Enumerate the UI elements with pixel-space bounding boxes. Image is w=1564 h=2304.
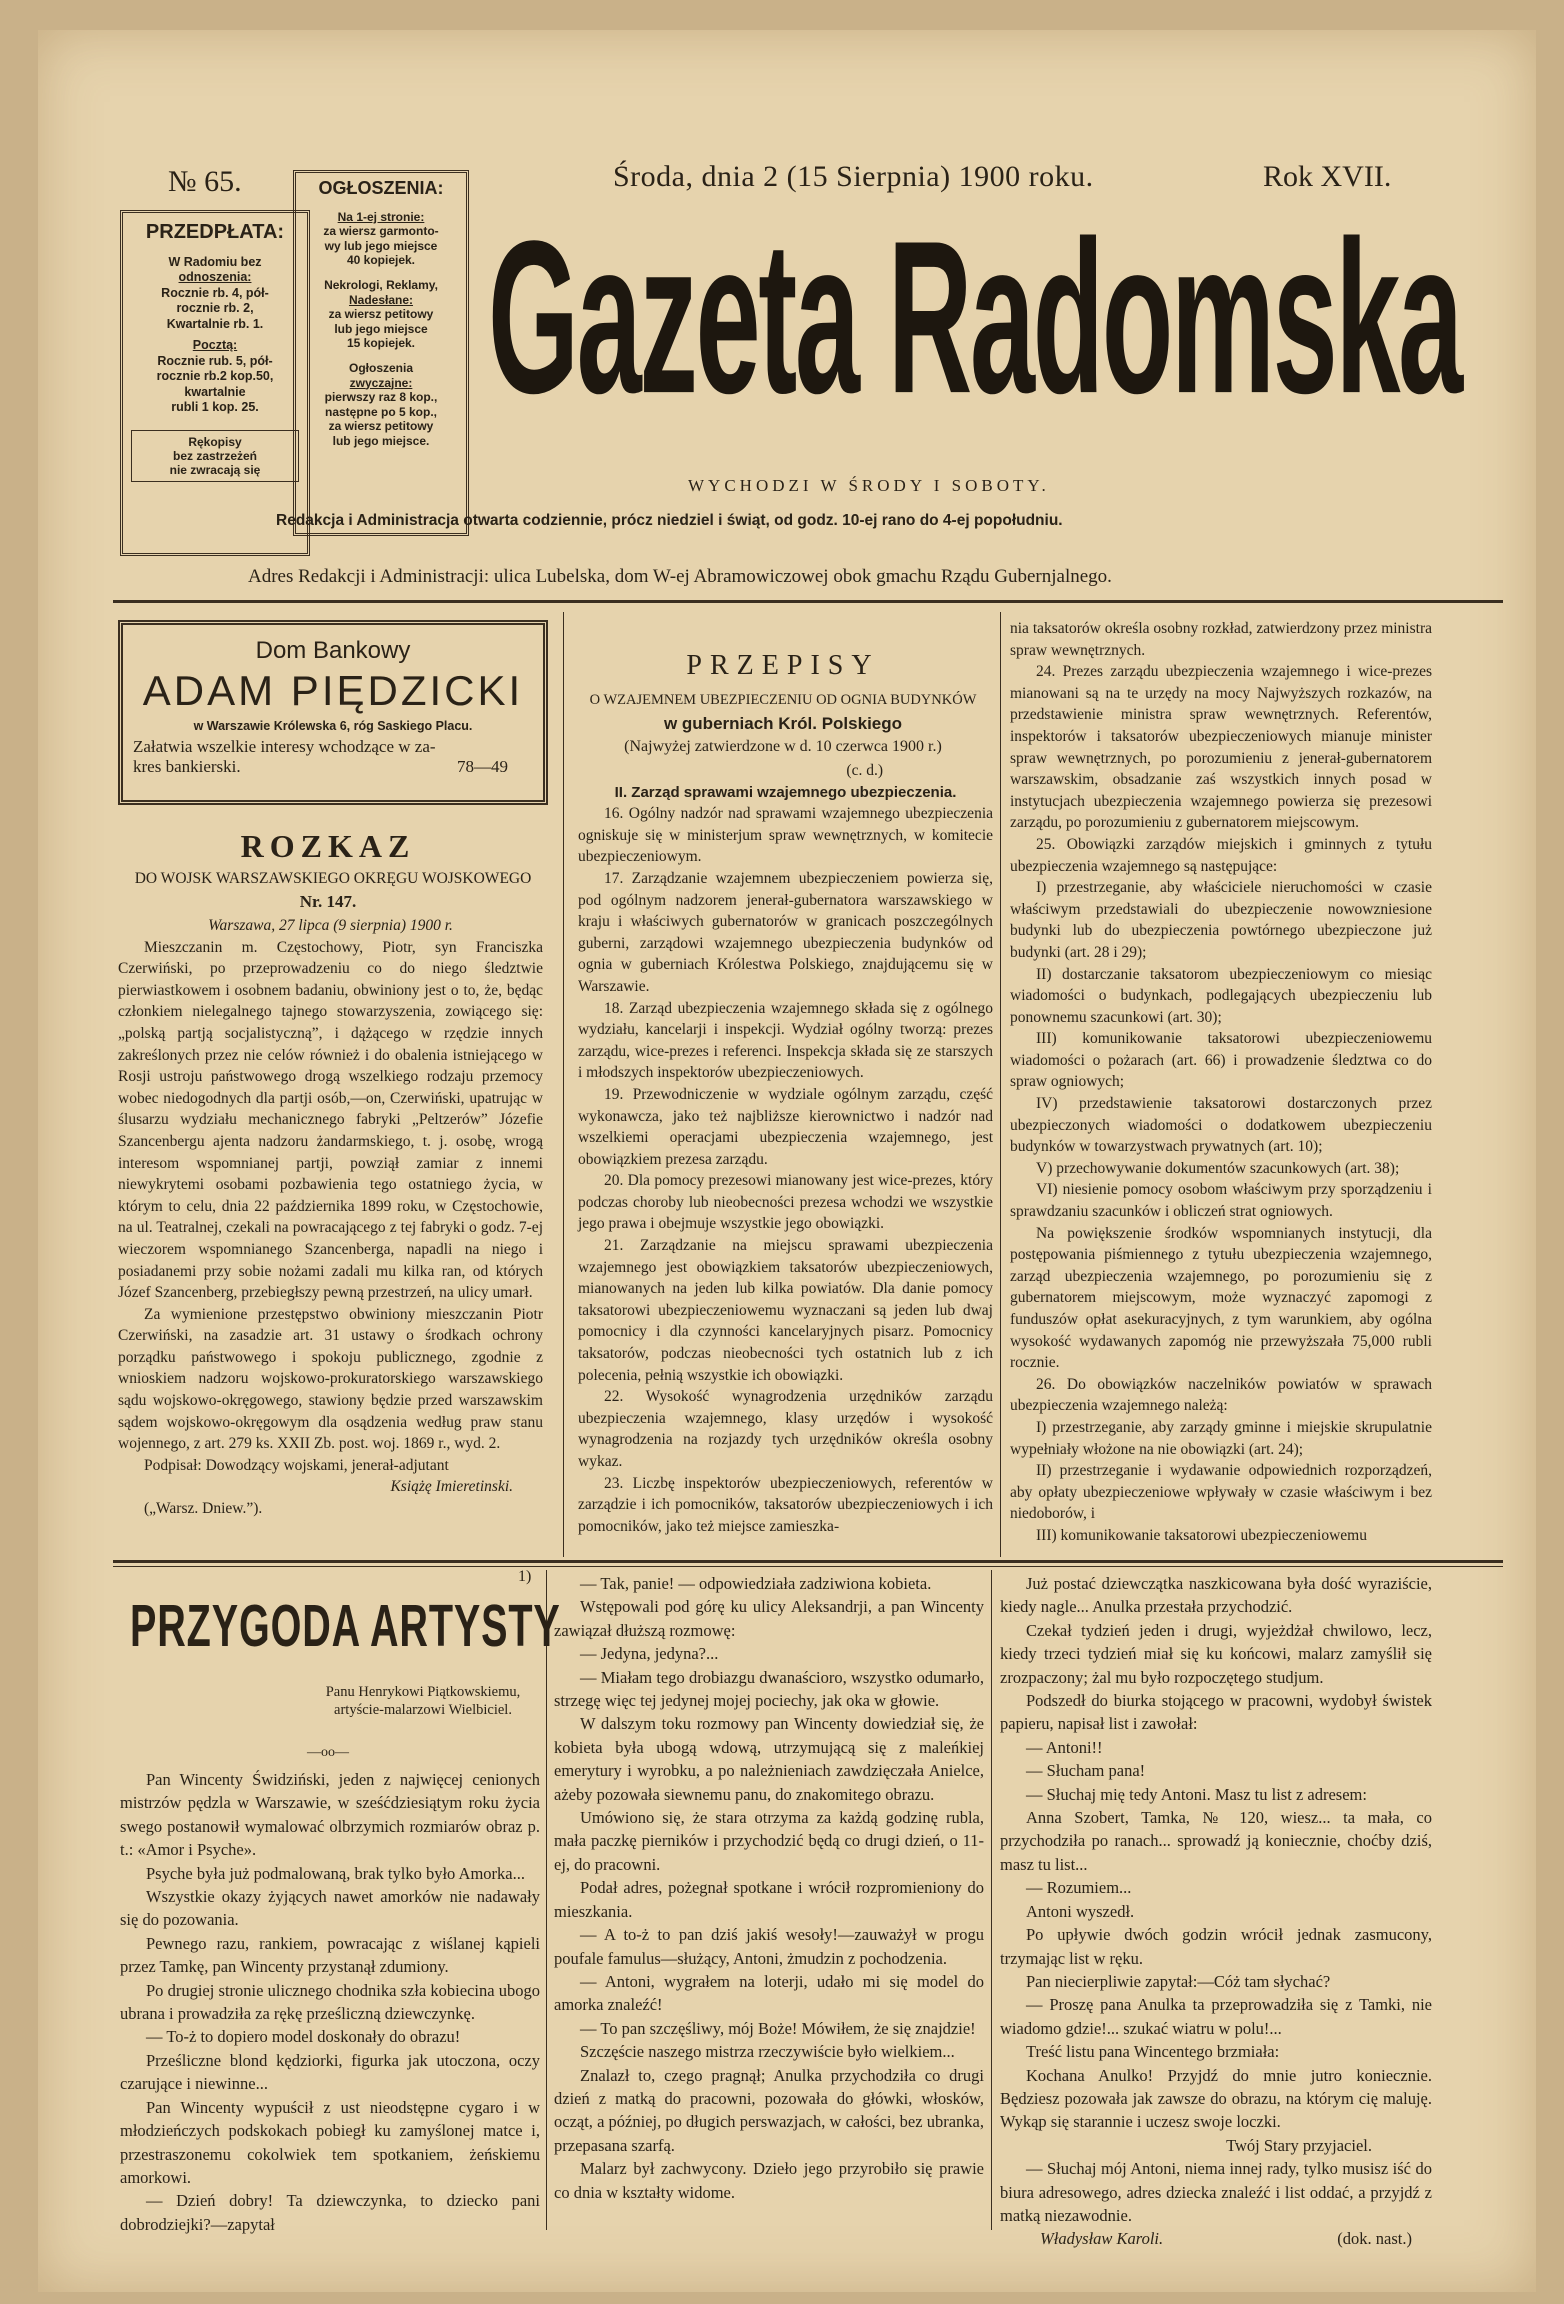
masthead-title: Gazeta Radomska xyxy=(488,194,1461,439)
header-rule xyxy=(113,600,1503,603)
rozkaz-body: Warszawa, 27 lipca (9 sierpnia) 1900 r. Mieszczanin m. Częstochowy, Piotr, syn Franciszka Czerwiński, po przeprowadzeniu co do niego śledztwie pierwiastkowem i osobnem badaniu, obwiniony jest o to, że, będąc członkiem nielegalnego tajnego stowarzyszenia, zowiącego się: „polską partją socjalistyczną”, i dążącego w rzędzie innych zakreślonych przez nie celów również i do obalenia istniejącego w Rosji ustroju państwowego drogą wszelkiego rodzaju przemocy wobec niedogodnych dla partji osób,—on, Czerwiński, upatrując w ślusarzu wydziału mechanicznego fabryki „Peltzerów” Józefie Szancenbergu ajenta nadzoru żandarmskiego, t. j. osobę, wrogą interesom wspomnianej partji, powziął zamiar z innemi niewykrytemi osobami pozbawienia tego ostatniego życia, w którym to celu, dnia 22 października 1899 roku, w Częstochowie, na ul. Teatralnej, czekali na powracającego z tej fabryki o godz. 7-ej wieczorem wspomnianego Szancenberga, napadli na niego i posiadanemi przy sobie nożami zadali mu kilka ran, od których Józef Szancenberg, przebiegłszy pewną przestrzeń, na ulicy umarł. Za wymienione przestępstwo obwiniony mieszczanin Piotr Czerwiński, na zasadzie art. 31 ustawy o środkach ochrony porządku państwowego i spokoju publicznego, zgodnie z wnioskiem nadzoru wojskowo-prokuratorskiego warszawskiego sądu wojskowo-okręgowego, stawiony będzie przed warszawskim sądem wojskowo-okręgowym dla osądzenia według praw stanu wojennego, z art. 279 ks. XXII Zb. post. woj. 1869 r., wyd. 2. Podpisał: Dowodzący wojskami, jenerał-adjutant Książę Imieretinski. („Warsz. Dniew.”). xyxy=(118,917,543,1518)
issue-date: Środa, dnia 2 (15 Sierpnia) 1900 roku. xyxy=(613,160,1094,193)
story-column-2: — Tak, panie! — odpowiedziała zadziwiona kobieta. Wstępowali pod górę ku ulicy Aleksandrji, a pan Wincenty zawiązał dłuższą rozmowę: — Jedyna, jedyna?... — Miałam tego drobiazgu dwanaścioro, wszystko odumarło, strzegę więc tej jedynej mojej pociechy, jak oka w głowie. W dalszym toku rozmowy pan Wincenty dowiedział się, że kobieta była ubogą wdową, utrzymującą się z maleńkiej emerytury i wyrobku, a po należnieniach zawdzięczała Anielce, ażeby pozowała siewnemu panu, do znakomitego obrazu. Umówiono się, że stara otrzyma za każdą godzinę rubla, mała paczkę pierników i przychodzić będą co drugi dzień, o 11-ej, do pracowni. Podał adres, pożegnał spotkane i wrócił rozpromieniony do mieszkania. — A to-ż to pan dziś jakiś wesoły!—zauważył w progu poufale famulus—służący, Antoni, żmudzin z pochodzenia. — Antoni, wygrałem na loterji, udało mi się model do amorka znaleźć! — To pan szczęśliwy, mój Boże! Mówiłem, że się znajdzie! Szczęście naszego mistrza rzeczywiście było wielkiem... Znalazł to, czego pragnął; Anulka przychodziła co drugi dzień z matką do pracowni, pozowała do główki, włosków, ocząt, a później, po długich perswazjach, w całości, bez ubranka, przepasana szarfą. Malarz był zachwycony. Dzieło jego przyrobiło się prawie co dnia w kształty widome. xyxy=(554,1574,984,2202)
bank-ad-address: w Warszawie Królewska 6, róg Saskiego Placu. xyxy=(193,719,473,733)
column-rule-1 xyxy=(563,612,564,1557)
story-column-3: Już postać dziewczątka naszkicowana była dość wyraziście, kiedy nagle... Anulka przestała przychodzić. Czekał tydzień jeden i drugi, wyjeżdżał chwilowo, lecz, kiedy trzeci tydzień miał się ku końcowi, malarz zamyślił się zrozpaczony; żal mu było rozpoczętego studjum. Podszedł do biurka stojącego w pracowni, wydobył świstek papieru, napisał list i zawołał: — Antoni!! — Słucham pana! — Słuchaj mię tedy Antoni. Masz tu list z adresem: Anna Szobert, Tamka, № 120, wiesz... ta mała, co przychodziła po ranach... sprowadź ją koniecznie, choćby dziś, masz tu list... — Rozumiem... Antoni wyszedł. Po upływie dwóch godzin wrócił jednak zasmucony, trzymając list w ręku. Pan niecierpliwie zapytał:—Cóż tam słychać? — Proszę pana Anulka ta przeprowadziła się z Tamki, nie wiadomo gdzie!... szukać wiatru w polu!... Treść listu pana Wincentego brzmiała: Kochana Anulko! Przyjdź do mnie jutro koniecznie. Będziesz pozowała jak zawsze do obrazu, na którym cię maluję. Wykąp się starannie i uczesz swoje loczki. Twój Stary przyjaciel. — Słuchaj mój Antoni, niema innej rady, tylko musisz iść do biura adresowego, adres dziecka znaleźć i list oddać, a przyjdź z matką niezawodnie. Władysław Karoli. (dok. nast.) xyxy=(1000,1572,1432,2230)
story-footnote: 1) xyxy=(518,1568,532,1585)
feuilleton-rule-inner xyxy=(113,1566,1503,1567)
masthead-subtitle: WYCHODZI W ŚRODY I SOBOTY. xyxy=(688,476,1050,495)
rozkaz-title: ROZKAZ xyxy=(240,828,416,864)
story-column-rule-1 xyxy=(546,1570,547,2230)
ogloszenia-box: OGŁOSZENIA: Na 1-ej stronie: za wiersz garmonto- wy lub jego miejsce 40 kopiejek. Nekrologi, Reklamy, Nadesłane: za wiersz petitowy lub jego miejsce 15 kopiejek. Ogłoszenia zwyczajne: pierwszy raz 8 kop., następne po 5 kop., za wiersz petitowy lub jego miejsce. xyxy=(293,170,469,536)
przepisy-body: (c. d.) II. Zarząd sprawami wzajemnego ubezpieczenia. 16. Ogólny nadzór nad sprawami wzajemnego ubezpieczenia ogniskuje się w ministerjum spraw wewnętrznych, w komitecie ubezpieczeniowym. 17. Zarządzanie wzajemnem ubezpieczeniem powierza się, pod ogólnym nadzorem jenerał-gubernatora warszawskiego w kraju i właściwych gubernatorów w granicach poszczególnych guberni, zarządowi wzajemnego ubezpieczenia budynków od ognia w guberniach Królestwa Polskiego, znajdującemu się w Warszawie. 18. Zarząd ubezpieczenia wzajemnego składa się z ogólnego wydziału, kancelarji i inspekcji. Wydział ogólny tworzą: prezes zarządu, wice-prezes i referenci. Inspekcja składa się ze starszych i młodszych inspektorów ubezpieczeniowych. 19. Przewodniczenie w wydziale ogólnym zarządu, część wykonawcza, jako też najbliższe kierownictwo i nadzór nad wszelkiemi operacjami ubezpieczenia wzajemnego, jest obowiązkiem prezesa zarządu. 20. Dla pomocy prezesowi mianowany jest wice-prezes, który podczas choroby lub nieobecności prezesa wchodzi we wszystkie jego prawa i obejmuje wszystkie jego obowiązki. 21. Zarządzanie na miejscu sprawami ubezpieczenia wzajemnego jest obowiązkiem taksatorów ubezpieczeniowych, mianowanych na jeden lub kilka powiatów. Dla danie pomocy taksatorowi ubezpieczeniowemu wyznaczani są jeden lub dwaj pomocnicy i dla czynności kancelaryjnych pisarz. Pomocnicy taksatorów, podczas nieobecności tych ostatnich lub z ich polecenia, pełnią wszystkie ich obowiązki. 22. Wysokość wynagrodzenia urzędników zarządu ubezpieczenia wzajemnego, klasy urzędów i wysokość wynagrodzenia na rozjazdy tych urzędników określa osobny wykaz. 23. Liczbę inspektorów ubezpieczeniowych, referentów w zarządzie i ich pomocników, taksatorów ubezpieczeniowych i ich pomocników, jako też miejsce zamieszka- xyxy=(578,762,993,1535)
bank-ad-line1: Dom Bankowy xyxy=(255,637,411,664)
prenumerata-title: PRZEDPŁATA: xyxy=(145,221,285,243)
przepisy-subtitle: O WZAJEMNEM UBEZPIECZENIU OD OGNIA BUDYNKÓW xyxy=(589,692,977,708)
year-label: Rok XVII. xyxy=(1263,160,1392,193)
manuscript-note: Rękopisy bez zastrzeżeń nie zwracają się xyxy=(131,430,299,482)
story-continued: (dok. nast.) xyxy=(1337,2229,1412,2249)
column-rule-2 xyxy=(1000,612,1001,1557)
bank-ad xyxy=(118,620,548,805)
story-author: Władysław Karoli. xyxy=(1040,2229,1164,2249)
bank-ad-name: ADAM PIĘDZICKI xyxy=(142,667,524,714)
rozkaz-subtitle: DO WOJSK WARSZAWSKIEGO OKRĘGU WOJSKOWEGO xyxy=(134,870,532,887)
story-divider: —oo— xyxy=(307,1745,349,1760)
przepisy-approved: (Najwyżej zatwierdzone w d. 10 czerwca 1900 r.) xyxy=(624,738,942,755)
przepisy-title: PRZEPISY xyxy=(686,650,880,681)
bank-ad-code: 78—49 xyxy=(457,757,508,776)
ogloszenia-title: OGŁOSZENIA: xyxy=(318,178,444,198)
bank-ad-line4: Załatwia wszelkie interesy wchodzące w za- xyxy=(133,737,436,756)
story-dedication: Panu Henrykowi Piątkowskiemu, artyście-malarzowi Wielbiciel. xyxy=(325,1684,521,1718)
issue-number: № 65. xyxy=(168,165,242,198)
address-line: Adres Redakcji i Administracji: ulica Lubelska, dom W-ej Abramowiczowej obok gmachu Rządu Gubernjalnego. xyxy=(248,566,1112,587)
office-hours: Redakcja i Administracja otwarta codziennie, prócz niedziel i świąt, od godz. 10-ej rano do 4-ej popołudniu. xyxy=(276,512,1063,529)
rozkaz-number: Nr. 147. xyxy=(299,892,357,911)
feuilleton-rule xyxy=(113,1560,1503,1563)
story-column-rule-2 xyxy=(991,1570,992,2230)
story-title: PRZYGODA ARTYSTY xyxy=(130,1591,561,1659)
newspaper-page xyxy=(38,30,1536,2292)
prenumerata-box: PRZEDPŁATA: W Radomiu bez odnoszenia: Rocznie rb. 4, pół- rocznie rb. 2, Kwartalnie rb. 1. Pocztą: Rocznie rub. 5, pół- rocznie rb.2 kop.50, kwartalnie rubli 1 kop. 25. Rękopisy bez zastrzeżeń nie zwracają się xyxy=(120,210,310,556)
story-column-1: Pan Wincenty Świdziński, jeden z najwięcej cenionych mistrzów pędzla w Warszawie, w sześćdziesiątym roku życia swego postanowił wymalować olbrzymich rozmiarów obraz p. t.: «Amor i Psyche». Psyche była już podmalowaną, brak tylko było Amorka... Wszystkie okazy żyjących nawet amorków nie nadawały się do pozowania. Pewnego razu, rankiem, powracając z wiślanej kąpieli przez Tamkę, pan Wincenty przystanął zdumiony. Po drugiej stronie ulicznego chodnika szła kobiecina ubogo ubrana i prowadziła za rękę prześliczną dziewczynkę. — To-ż to dopiero model doskonały do obrazu! Prześliczne blond kędziorki, figurka jak utoczona, oczy czarujące i niewinne... Pan Wincenty wypuścił z ust nieodstępne cygaro i w młodzieńczych podskokach pobiegł ku zamyślonej matce i, przestraszonemu cokolwiek tem spotkaniem, żeńskiemu amorkowi. — Dzień dobry! Ta dziewczynka, to dziecko pani dobrodziejki?—zapytał xyxy=(120,1770,540,2234)
przepisy-body-continued: nia taksatorów określa osobny rozkład, zatwierdzony przez ministra spraw wewnętrznych. 24. Prezes zarządu ubezpieczenia wzajemnego i wice-prezes mianowani są na te urzędy na mocy Najwyższych rozkazów, na przedstawienie ministra spraw wewnętrznych. Referentów, inspektorów i taksatorów ubezpieczeniowych mianuje minister spraw wewnętrznych, po porozumieniu z jenerał-gubernatorem warszawskim, obsadzanie zaś wszystkich innych posad w instytucjach ubezpieczenia wzajemnego powierza się prezesowi zarządu, po porozumieniu z gubernatorem miejscowym. 25. Obowiązki zarządów miejskich i gminnych z tytułu ubezpieczenia wzajemnego są następujące: I) przestrzeganie, aby właściciele nieruchomości w czasie właściwym przedstawiali do ubezpieczenie nowowzniesione budynki lub do ubezpieczenia powtórnego ubezpieczone już budynki (art. 28 i 29); II) dostarczanie taksatorom ubezpieczeniowym co miesiąc wiadomości o budynkach, podlegających ubezpieczeniu lub ponownemu szacunkowi (art. 30); III) komunikowanie taksatorowi ubezpieczeniowemu wiadomości o pożarach (art. 66) i prowadzenie śledztwa co do spraw ogniowych; IV) przedstawienie taksatorowi dostarczonych przez ubezpieczonych wiadomości o dodatkowem ubezpieczeniu budynków w towarzystwach prywatnych (art. 10); V) przechowywanie dokumentów szacunkowych (art. 38); VI) niesienie pomocy osobom właściwym przy sporządzeniu i sprawdzaniu szacunków i obliczeń strat ogniowych. Na powiększenie środków wspomnianych instytucji, dla postępowania piśmiennego z tytułu ubezpieczenia wzajemnego, zarząd ubezpieczenia wzajemnego, po porozumieniu się z gubernatorem miejscowym, może wyznaczyć zapomogi z funduszów opłat asekuracyjnych, z tym warunkiem, aby ogólna wysokość wydawanych zapomóg nie przewyższała 75,000 rubli rocznie. 26. Do obowiązków naczelników powiatów w sprawach ubezpieczenia wzajemnego należą: I) przestrzeganie, aby zarządy gminne i miejskie skrupulatnie wypełniały włożone na nie obowiązki (art. 24); II) przestrzeganie i wydawanie odpowiednich rozporządzeń, aby opłaty ubezpieczeniowe wpływały w czasie właściwym i bez niedoborów, i III) komunikowanie taksatorowi ubezpieczeniowemu xyxy=(1010,620,1432,1544)
przepisy-region: w guberniach Król. Polskiego xyxy=(663,714,903,733)
bank-ad-line5: kres bankierski. xyxy=(133,757,241,776)
